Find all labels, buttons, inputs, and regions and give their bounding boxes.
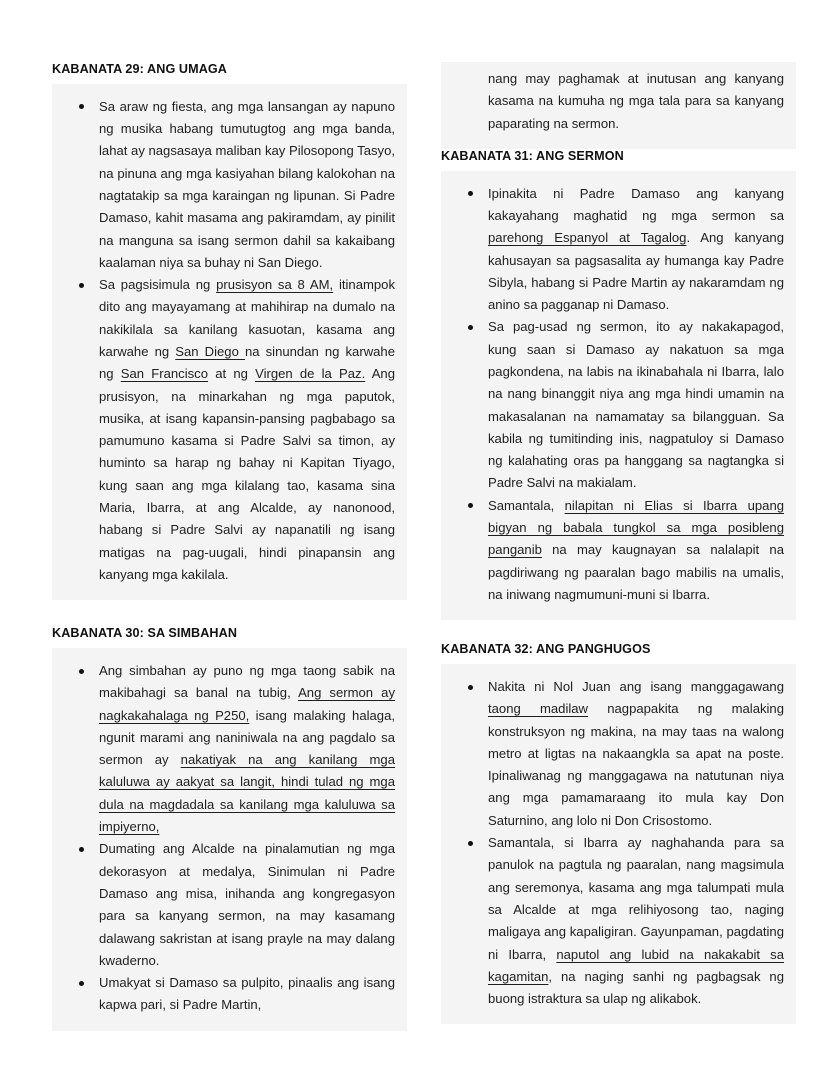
underlined-phrase: San Diego bbox=[175, 344, 245, 359]
plain-text-run: Sa araw ng fiesta, ang mga lansangan ay napuno ng musika habang tumutugtog ang mga banda, lahat ay nagsasaya maliban kay Pilosopong Tasyo, na pinuna ang mga kasiyahan bilang kalokohan na nagtatakip sa mga karaingan ng lipunan. Si Padre Damaso, kahit masama ang pakiramdam, ay pinilit na manguna sa isang sermon dahil sa kakaibang kaalaman niya sa buhay ni San Diego. bbox=[99, 98, 396, 270]
plain-text-run: Umakyat si Damaso sa pulpito, pinaalis ang isang kapwa pari, si Padre Martin, bbox=[99, 975, 395, 1013]
underlined-phrase: nakatiyak na ang kanilang mga kaluluwa ay aakyat sa langit, hindi tulad ng mga dula na magdadala sa kanilang mga kaluluwa sa impiyerno, bbox=[99, 752, 395, 835]
list-item bbox=[73, 972, 403, 1017]
chapter-31-body-block bbox=[441, 171, 796, 621]
two-column-layout bbox=[52, 62, 790, 1031]
underlined-phrase: Virgen de la Paz. bbox=[255, 366, 366, 382]
plain-text-run: nagpapakita ng malaking konstruksyon ng makina, na may taas na walong metro at ligtas na nakaangkla sa apat na poste. Ipinaliwanag ng manggagawa na natutunan niya ang mga pamamaraang ito mula kay Don Saturnino, ang lolo ni Don Crisostomo. bbox=[488, 701, 784, 828]
underlined-phrase: Ang sermon ay nagkakahalaga ng P250, bbox=[99, 685, 395, 723]
plain-text-run: Samantala, bbox=[488, 497, 565, 513]
chapter-32-body-block bbox=[441, 664, 796, 1024]
plain-text-run: Dumating ang Alcalde na pinalamutian ng mga dekorasyon at medalya, Sinimulan ni Padre Damaso ang misa, inihanda ang kongregasyon para sa kanyang sermon, na may kasamang dalawang sakristan at isang prayle na may dalang kwaderno. bbox=[99, 841, 395, 968]
list-item bbox=[73, 660, 403, 838]
chapter-heading-30: KABANATA 30: SA SIMBAHAN bbox=[52, 626, 238, 641]
left-column bbox=[52, 62, 407, 1031]
underlined-phrase: parehong Espanyol at Tagalog bbox=[488, 230, 687, 246]
plain-text-run: . Ang kanyang kahusayan sa pagsasalita ay humanga kay Padre Sibyla, habang si Padre Martin ay nakaramdam ng anino sa pagganap ni Damaso. bbox=[488, 230, 784, 313]
chapter-heading-29: KABANATA 29: ANG UMAGA bbox=[52, 62, 228, 76]
plain-text-run: Sa pag-usad ng sermon, ito ay nakakapagod, kung saan si Damaso ay nakatuon sa mga pagkondena, na labis na ikinabahala ni Ibarra, lalo na nang binanggit niya ang mga hindi umamin na makasalanan na namamatay sa bilangguan. Sa kabila ng tumitinding inis, nagpatuloy si Damaso ng kalahating oras pa hanggang sa nagtangka si Padre Salvi na makialam. bbox=[488, 319, 784, 491]
plain-text-run: Nakita ni Nol Juan ang isang manggagawang bbox=[488, 679, 784, 694]
underlined-phrase: nilapitan ni Elias si Ibarra upang bigyan ng babala tungkol sa mga posibleng panganib bbox=[488, 497, 785, 558]
plain-text-run: na may kaugnayan sa nalalapit na pagdiriwang ng paaralan bago mabilis na umalis, na iniwang nagmumuni-muni si Ibarra. bbox=[488, 542, 784, 602]
bullet-text bbox=[99, 838, 395, 972]
chapter-29-body-block bbox=[52, 84, 407, 601]
chapter-30-body-block bbox=[52, 648, 407, 1031]
plain-text-run: , na naging sanhi ng pagbagsak ng buong istraktura sa ulap ng alikabok. bbox=[488, 968, 784, 1007]
bullet-text bbox=[488, 832, 784, 1010]
bullet-text bbox=[99, 96, 395, 274]
list-item bbox=[462, 183, 792, 317]
chapter-30-continuation-block bbox=[441, 62, 796, 149]
bullet-text bbox=[488, 316, 784, 494]
bullet-text bbox=[99, 274, 395, 586]
plain-text-run: Ipinakita ni Padre Damaso ang kanyang kakayahang maghatid ng mga sermon sa bbox=[488, 185, 784, 223]
bullet-text bbox=[488, 495, 784, 606]
underlined-phrase: prusisyon sa 8 AM, bbox=[216, 277, 334, 293]
underlined-phrase: San Francisco bbox=[120, 366, 209, 382]
list-item bbox=[73, 274, 403, 586]
list-item bbox=[462, 495, 792, 606]
bullet-text bbox=[99, 660, 395, 838]
chapter-heading-32: KABANATA 32: ANG PANGHUGOS bbox=[441, 642, 651, 657]
plain-text-run: isang malaking halaga, ngunit marami ang naniniwala na ang pagdalo sa sermon ay bbox=[99, 707, 395, 768]
plain-text-run: at ng bbox=[208, 366, 256, 382]
plain-text-run: na sinundan ng karwahe ng bbox=[99, 344, 395, 382]
plain-text-run: Sa pagsisimula ng bbox=[99, 277, 217, 293]
list-item bbox=[73, 96, 403, 274]
bullet-text bbox=[488, 676, 784, 832]
right-column bbox=[441, 62, 796, 1024]
underlined-phrase: taong madilaw bbox=[488, 701, 589, 717]
list-item bbox=[462, 676, 792, 832]
chapter-heading-31: KABANATA 31: ANG SERMON bbox=[441, 148, 624, 163]
chapter-30-bullet-list bbox=[56, 660, 403, 1017]
list-item bbox=[73, 838, 403, 972]
chapter-31-bullet-list bbox=[445, 183, 792, 607]
continued-paragraph: nang may paghamak at inutusan ang kanyang kasama na kumuha ng mga tala para sa kanyang paparating na sermon. bbox=[488, 71, 784, 131]
plain-text-run: Ang simbahan ay puno ng mga taong sabik na makibahagi sa banal na tubig, bbox=[99, 663, 395, 701]
underlined-phrase: naputol ang lubid na nakakabit sa kagamitan bbox=[488, 946, 785, 984]
plain-text-run: itinampok dito ang mayayamang at mahihirap na dumalo na nakikilala sa kanilang kasuotan, kasama ang karwahe ng bbox=[99, 277, 395, 359]
chapter-32-bullet-list bbox=[445, 676, 792, 1010]
list-item bbox=[462, 832, 792, 1010]
bullet-text bbox=[99, 972, 395, 1017]
plain-text-run: Ang prusisyon, na minarkahan ng mga paputok, musika, at isang kapansin-pansing pagbabago sa pamumuno kasama si Padre Salvi sa timon, ay huminto sa harap ng bahay ni Kapitan Tiyago, kung saan ang mga kilalang tao, kasama sina Maria, Ibarra, at ang Alcalde, ay nanonood, habang si Padre Salvi ay napanatili ng isang matigas na pag-uugali, hindi pinapansin ang kanyang mga kakilala. bbox=[99, 366, 396, 582]
chapter-29-bullet-list bbox=[56, 96, 403, 587]
bullet-text bbox=[488, 183, 784, 317]
list-item bbox=[462, 316, 792, 494]
plain-text-run: Samantala, si Ibarra ay naghahanda para sa panulok na pagtula ng paaralan, nang magsimula ang seremonya, kasama ang mga talumpati mula sa Alcalde at mga relihiyosong tao, naging maligaya ang kapaligiran. Gayunpaman, pagdating ni Ibarra, bbox=[488, 835, 784, 962]
